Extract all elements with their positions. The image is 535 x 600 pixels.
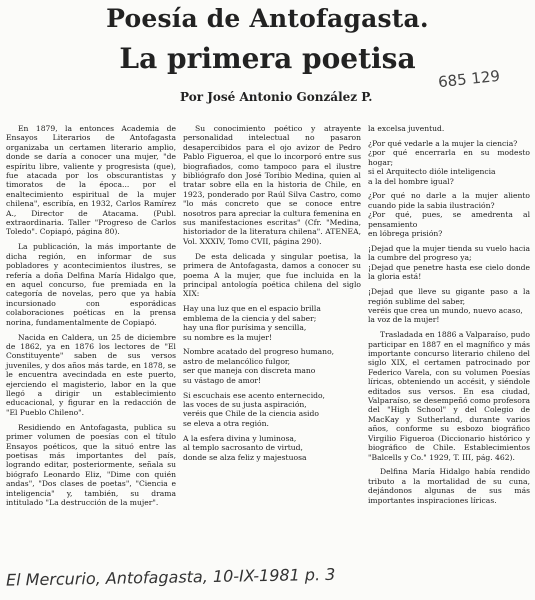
poem-line: en lóbrega prisión? bbox=[368, 229, 443, 239]
poem-line: ser que maneja con discreta mano bbox=[183, 366, 316, 376]
paragraph: Trasladada en 1886 a Valparaíso, pudo participar en 1887 en el magnífico y más importante concurso literario chileno del siglo XIX, el certamen patrocinado por Federico Varela, con su volumen Poesías líricas, obteniendo un accésit, y siéndole editados sus versos. En esa ciudad, Valparaíso, se desempeñó como profesora del "High School" y del Colegio de MacKay y Sutherland, durante varios años, conforme su esbozo biográfico Virgilio Figueroa (Diccionario histórico y biográfico de Chile. Establecimientos "Balcells y Co." 1929, T. III, pág. 462). bbox=[368, 330, 531, 462]
poem-line: donde se alza feliz y majestuosa bbox=[183, 452, 307, 462]
paragraph: Su conocimiento poético y atrayente personalidad intelectual no pasaron desapercibidos para el ojo avizor de Pedro Pablo Figueroa, el que lo incorporó entre sus biografiados, como tampoco para el ilustre bibliógrafo don José Toribio Medina, quien al tratar sobre ella en la historia de Chile, en 1923, ponderado por Raúl Silva Castro, como "lo más concreto que se conoce entre nosotros para apreciar la cultura femenina en sus manifestaciones escritas" (Cfr. "Medina, historiador de la literatura chilena". ATENEA, Vol. XXXIV, Tomo CVII, página 290). bbox=[183, 124, 361, 246]
poem-line: la excelsa juventud. bbox=[368, 124, 445, 133]
article-title-line1: Poesía de Antofagasta. bbox=[106, 4, 429, 33]
poem-line: ¡Dejad que lleve su gigante paso a la región sublime del saber, bbox=[368, 287, 530, 306]
text-column-2 bbox=[183, 124, 361, 467]
poem-line: al templo sacrosanto de virtud, bbox=[183, 443, 303, 453]
article-title-line2: La primera poetisa bbox=[119, 42, 416, 75]
poem-stanza bbox=[183, 391, 361, 429]
paragraph: Delfina María Hidalgo había rendido tributo a la mortalidad de su cuna, dejándonos algunas de sus más importantes inspiraciones líricas. bbox=[368, 467, 530, 505]
paragraph: En 1879, la entonces Academia de Ensayos Literarios de Antofagasta organizaba un certamen literario amplio, donde se daría a conocer una mujer, "de espíritu libre, valiente y progresista (que), fue atacada por los obscurantistas y timoratos de la época... por el enaltecimiento espiritual de la mujer chilena", escribía, en 1932, Carlos Ramírez A., Director de Atacama. (Publ. extraordinaria. Taller "Progreso de Carlos Toledo". Copiapó, página 80). bbox=[6, 124, 176, 237]
poem-stanza bbox=[368, 287, 530, 325]
poem-line: ¿por qué encerrarla en su modesto hogar; bbox=[368, 148, 530, 167]
poem-stanza bbox=[183, 434, 361, 462]
poem-stanza bbox=[368, 124, 530, 133]
poem-line: las voces de su justa aspiración, bbox=[183, 399, 307, 409]
text-column-3 bbox=[368, 124, 530, 511]
poem-line: ¿Por qué vedarle a la mujer la ciencia? bbox=[368, 138, 518, 148]
poem-line: su vástago de amor! bbox=[183, 375, 262, 385]
poem-stanza bbox=[368, 191, 530, 238]
paragraph: De esta delicada y singular poetisa, la primera de Antofagasta, damos a conocer su poema A la mujer, que fue incluida en la principal antología poética chilena del siglo XIX: bbox=[183, 251, 361, 299]
paragraph: La publicación, la más importante de dicha región, en informar de sus pobladores y acontecimientos ilustres, se refería a doña Delfina María Hidalgo que, en aquel concurso, fue premiada en la categoría de novelas, pero que ya había incursionado con esporádicas colaboraciones poéticas en la prensa norina, fundamentalmente de Copiapó. bbox=[6, 242, 176, 327]
poem-line: ¿Por qué, pues, se amedrenta al pensamiento bbox=[368, 210, 530, 229]
poem-line: ¿Por qué no darle a la mujer aliento cuando pide la sabia ilustración? bbox=[368, 191, 530, 210]
poem-stanza bbox=[183, 304, 361, 342]
poem-line: Si escuchais ese acento enternecido, bbox=[183, 390, 325, 400]
poem-stanza bbox=[368, 139, 530, 186]
poem-line: su nombre es la mujer! bbox=[183, 332, 273, 342]
poem-line: si el Arquitecto dióle inteligencia bbox=[368, 167, 496, 177]
poem-line: veréis que crea un mundo, nuevo acaso, bbox=[368, 305, 523, 315]
poem-stanza bbox=[368, 244, 530, 282]
poem-stanza bbox=[183, 347, 361, 385]
poem-line: se eleva a otra región. bbox=[183, 418, 269, 428]
poem-line: astro de melancólico fulgor, bbox=[183, 356, 291, 366]
poem-line: a la del hombre igual? bbox=[368, 176, 454, 186]
poem-line: hay una flor purísima y sencilla, bbox=[183, 323, 307, 333]
poem-line: ¡Dejad que penetre hasta ese cielo donde la gloria está! bbox=[368, 262, 530, 282]
byline: Por José Antonio González P. bbox=[180, 90, 373, 104]
paragraph: Nacida en Caldera, un 25 de diciembre de 1862, ya en 1876 los lectores de "El Constituyente" saben de sus versos juveniles, y dos años más tarde, en 1878, se le encuentra avecindada en este puerto, ejerciendo el magisterio, labor en la que llegó a dirigir un establecimiento educacional, y figurar en la redacción de "El Pueblo Chileno". bbox=[6, 332, 176, 417]
poem-line: Nombre acatado del progreso humano, bbox=[183, 347, 335, 357]
poem-line: veréis que Chile de la ciencia asido bbox=[183, 409, 319, 419]
poem-line: Hay una luz que en el espacio brilla bbox=[183, 304, 321, 314]
poem-line: A la esfera divina y luminosa, bbox=[183, 433, 297, 443]
poem-line: emblema de la ciencia y del saber; bbox=[183, 313, 317, 323]
poem-line: ¡Dejad que la mujer tienda su vuelo hacia la cumbre del progreso ya; bbox=[368, 243, 530, 263]
poem-line: la voz de la mujer! bbox=[368, 315, 440, 325]
paragraph: Residiendo en Antofagasta, publica su primer volumen de poesías con el título Ensayos poéticos, que la situó entre las poetisas más importantes del país, logrando editar, posteriormente, señala su biógrafo Leonardo Eliz, "Dime con quién andas", "Dos clases de poetas", "Ciencia e inteligencia" y, también, su drama intitulado "La destrucción de la mujer". bbox=[6, 422, 176, 507]
handwritten-catalog-number: 685 129 bbox=[437, 66, 501, 92]
handwritten-source-note: El Mercurio, Antofagasta, 10-IX-1981 p. 3 bbox=[5, 564, 336, 590]
text-column-1 bbox=[6, 124, 176, 513]
